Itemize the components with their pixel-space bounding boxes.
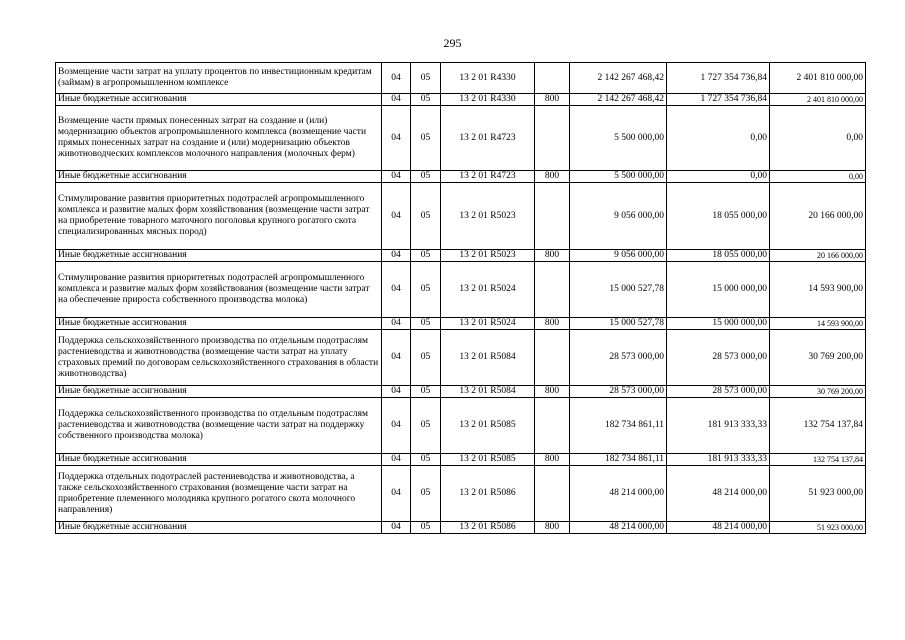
amount-year-2: 28 573 000,00 [667, 330, 770, 386]
amount-year-1: 182 734 861,11 [570, 454, 667, 466]
section-code: 04 [382, 63, 411, 94]
amount-year-1: 15 000 527,78 [570, 318, 667, 330]
amount-year-3: 14 593 900,00 [770, 262, 866, 318]
expense-name: Иные бюджетные ассигнования [56, 171, 382, 183]
expense-type-code: 800 [535, 454, 570, 466]
amount-year-1: 9 056 000,00 [570, 183, 667, 250]
amount-year-1: 182 734 861,11 [570, 398, 667, 454]
expense-type-code: 800 [535, 94, 570, 106]
amount-year-1: 48 214 000,00 [570, 522, 667, 534]
expense-type-code [535, 398, 570, 454]
target-article-code: 13 2 01 R5023 [441, 183, 535, 250]
expense-type-code [535, 466, 570, 522]
subsection-code: 05 [411, 466, 441, 522]
amount-year-3: 51 923 000,00 [770, 522, 866, 534]
table-row [56, 63, 866, 94]
expense-type-code [535, 183, 570, 250]
budget-table [55, 62, 866, 534]
expense-name: Поддержка сельскохозяйственного производства по отдельным подотраслям растениеводства и животноводства (возмещение части затрат на поддержку собственного производства молока) [56, 398, 382, 454]
section-code: 04 [382, 106, 411, 171]
expense-type-code [535, 63, 570, 94]
expense-name: Стимулирование развития приоритетных подотраслей агропромышленного комплекса и развитие малых форм хозяйствования (возмещение части затрат на приобретение товарного маточного поголовья крупного рогатого скота специализированных мясных пород) [56, 183, 382, 250]
target-article-code: 13 2 01 R4330 [441, 94, 535, 106]
subsection-code: 05 [411, 386, 441, 398]
amount-year-2: 48 214 000,00 [667, 522, 770, 534]
target-article-code: 13 2 01 R5023 [441, 250, 535, 262]
section-code: 04 [382, 250, 411, 262]
subsection-code: 05 [411, 94, 441, 106]
amount-year-3: 2 401 810 000,00 [770, 63, 866, 94]
expense-type-code: 800 [535, 250, 570, 262]
page-number: 295 [443, 36, 462, 50]
table-row [56, 318, 866, 330]
amount-year-2: 28 573 000,00 [667, 386, 770, 398]
expense-type-code: 800 [535, 522, 570, 534]
section-code: 04 [382, 454, 411, 466]
expense-name: Иные бюджетные ассигнования [56, 318, 382, 330]
table-row [56, 454, 866, 466]
expense-type-code: 800 [535, 318, 570, 330]
expense-name: Иные бюджетные ассигнования [56, 454, 382, 466]
expense-name: Иные бюджетные ассигнования [56, 94, 382, 106]
expense-name: Поддержка отдельных подотраслей растениеводства и животноводства, а также сельскохозяйственного страхования (возмещение части затрат на приобретение племенного молодняка крупного рогатого скота молочного направления) [56, 466, 382, 522]
amount-year-2: 15 000 000,00 [667, 262, 770, 318]
expense-name: Стимулирование развития приоритетных подотраслей агропромышленного комплекса и развитие малых форм хозяйствования (возмещение части затрат на обеспечение прироста собственного производства молока) [56, 262, 382, 318]
target-article-code: 13 2 01 R4723 [441, 106, 535, 171]
amount-year-3: 30 769 200,00 [770, 386, 866, 398]
amount-year-1: 5 500 000,00 [570, 171, 667, 183]
section-code: 04 [382, 94, 411, 106]
amount-year-1: 5 500 000,00 [570, 106, 667, 171]
target-article-code: 13 2 01 R5084 [441, 386, 535, 398]
target-article-code: 13 2 01 R4330 [441, 63, 535, 94]
expense-type-code: 800 [535, 386, 570, 398]
table-row [56, 250, 866, 262]
subsection-code: 05 [411, 183, 441, 250]
table-row [56, 398, 866, 454]
amount-year-2: 1 727 354 736,84 [667, 63, 770, 94]
subsection-code: 05 [411, 318, 441, 330]
expense-name: Возмещение части затрат на уплату процентов по инвестиционным кредитам (займам) в агропромышленном комплексе [56, 63, 382, 94]
amount-year-2: 15 000 000,00 [667, 318, 770, 330]
expense-type-code [535, 262, 570, 318]
expense-type-code [535, 106, 570, 171]
amount-year-3: 20 166 000,00 [770, 183, 866, 250]
section-code: 04 [382, 466, 411, 522]
target-article-code: 13 2 01 R5085 [441, 398, 535, 454]
section-code: 04 [382, 318, 411, 330]
amount-year-3: 0,00 [770, 171, 866, 183]
amount-year-2: 18 055 000,00 [667, 250, 770, 262]
expense-name: Возмещение части прямых понесенных затрат на создание и (или) модернизацию объектов агропромышленного комплекса (возмещение части прямых понесенных затрат на создание и (или) модернизацию объектов животноводческих комплексов молочного направления (молочных ферм) [56, 106, 382, 171]
expense-name: Иные бюджетные ассигнования [56, 386, 382, 398]
table-row [56, 386, 866, 398]
subsection-code: 05 [411, 454, 441, 466]
section-code: 04 [382, 171, 411, 183]
table-row [56, 330, 866, 386]
target-article-code: 13 2 01 R5086 [441, 466, 535, 522]
table-row [56, 94, 866, 106]
target-article-code: 13 2 01 R4723 [441, 171, 535, 183]
subsection-code: 05 [411, 63, 441, 94]
amount-year-2: 48 214 000,00 [667, 466, 770, 522]
amount-year-2: 18 055 000,00 [667, 183, 770, 250]
section-code: 04 [382, 183, 411, 250]
target-article-code: 13 2 01 R5024 [441, 262, 535, 318]
amount-year-1: 48 214 000,00 [570, 466, 667, 522]
amount-year-3: 2 401 810 000,00 [770, 94, 866, 106]
subsection-code: 05 [411, 262, 441, 318]
subsection-code: 05 [411, 106, 441, 171]
expense-name: Иные бюджетные ассигнования [56, 522, 382, 534]
amount-year-1: 2 142 267 468,42 [570, 94, 667, 106]
amount-year-2: 1 727 354 736,84 [667, 94, 770, 106]
amount-year-2: 0,00 [667, 106, 770, 171]
table-row [56, 171, 866, 183]
subsection-code: 05 [411, 398, 441, 454]
amount-year-1: 15 000 527,78 [570, 262, 667, 318]
table-row [56, 183, 866, 250]
table-row [56, 522, 866, 534]
expense-type-code [535, 330, 570, 386]
expense-type-code: 800 [535, 171, 570, 183]
amount-year-2: 181 913 333,33 [667, 454, 770, 466]
amount-year-1: 9 056 000,00 [570, 250, 667, 262]
table-row [56, 466, 866, 522]
target-article-code: 13 2 01 R5086 [441, 522, 535, 534]
amount-year-1: 2 142 267 468,42 [570, 63, 667, 94]
section-code: 04 [382, 398, 411, 454]
target-article-code: 13 2 01 R5024 [441, 318, 535, 330]
subsection-code: 05 [411, 522, 441, 534]
section-code: 04 [382, 262, 411, 318]
subsection-code: 05 [411, 171, 441, 183]
subsection-code: 05 [411, 250, 441, 262]
amount-year-3: 132 754 137,84 [770, 454, 866, 466]
section-code: 04 [382, 386, 411, 398]
amount-year-2: 0,00 [667, 171, 770, 183]
target-article-code: 13 2 01 R5085 [441, 454, 535, 466]
amount-year-3: 0,00 [770, 106, 866, 171]
amount-year-3: 51 923 000,00 [770, 466, 866, 522]
amount-year-1: 28 573 000,00 [570, 330, 667, 386]
section-code: 04 [382, 330, 411, 386]
expense-name: Поддержка сельскохозяйственного производства по отдельным подотраслям растениеводства и животноводства (возмещение части затрат на уплату страховых премий по договорам сельскохозяйственного страхования в области животноводства) [56, 330, 382, 386]
amount-year-3: 14 593 900,00 [770, 318, 866, 330]
amount-year-3: 20 166 000,00 [770, 250, 866, 262]
subsection-code: 05 [411, 330, 441, 386]
expense-name: Иные бюджетные ассигнования [56, 250, 382, 262]
amount-year-2: 181 913 333,33 [667, 398, 770, 454]
section-code: 04 [382, 522, 411, 534]
amount-year-3: 30 769 200,00 [770, 330, 866, 386]
amount-year-3: 132 754 137,84 [770, 398, 866, 454]
table-row [56, 106, 866, 171]
amount-year-1: 28 573 000,00 [570, 386, 667, 398]
table-row [56, 262, 866, 318]
target-article-code: 13 2 01 R5084 [441, 330, 535, 386]
